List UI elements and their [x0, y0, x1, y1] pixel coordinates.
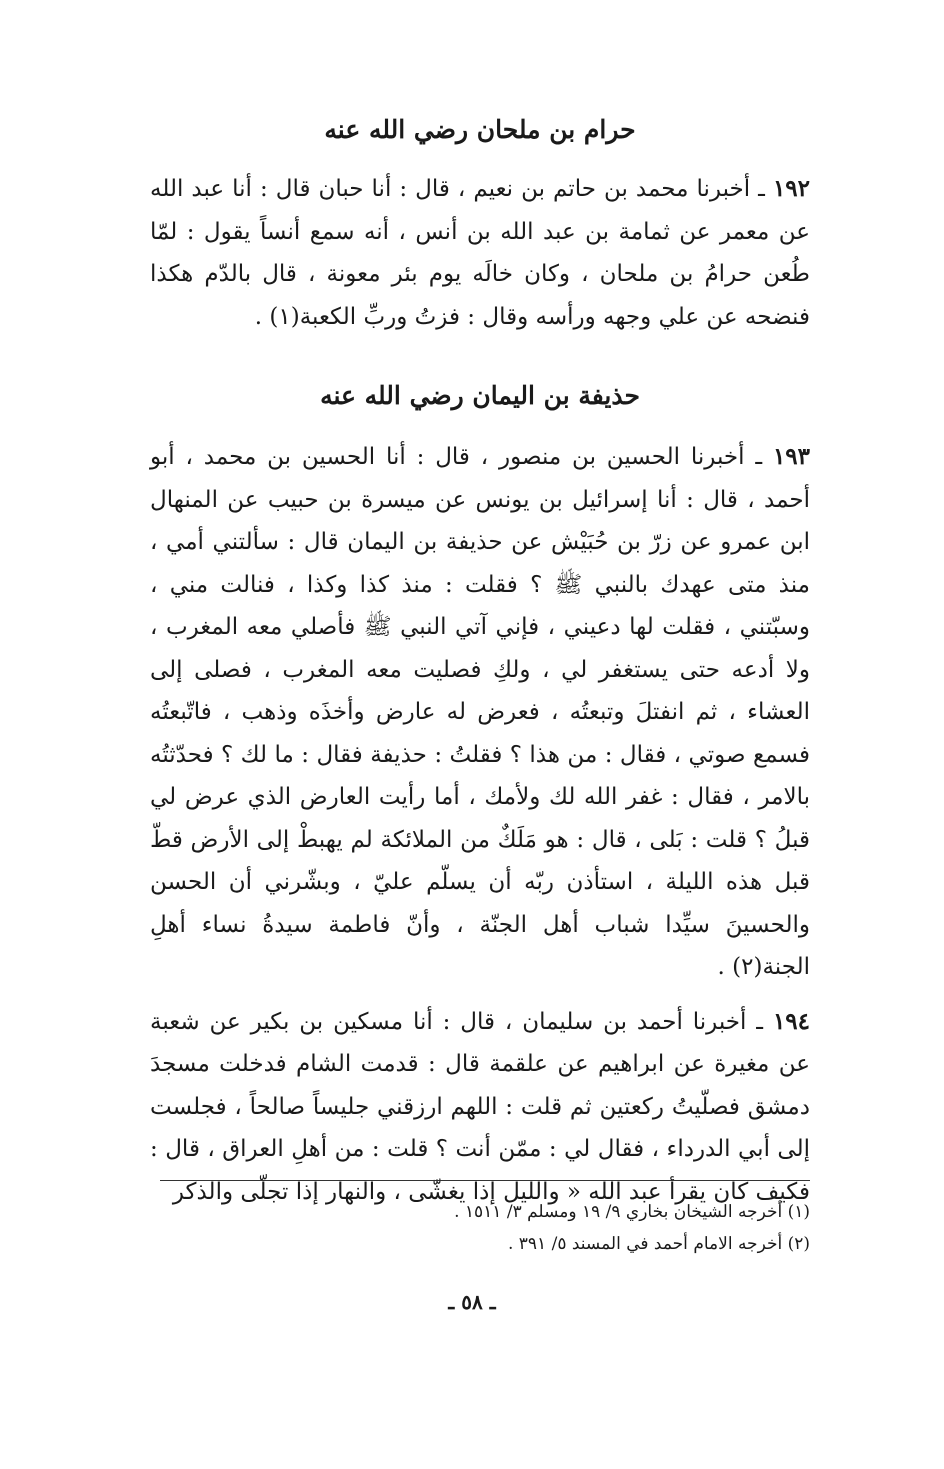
hadith-paragraph: [150, 1001, 810, 1214]
hadith-number: ١٩٢: [772, 175, 810, 202]
hadith-number: ١٩٣: [772, 443, 810, 470]
footnotes: [160, 1196, 810, 1260]
footnote: (٢) أخرجه الامام أحمد في المسند ٥/ ٣٩١ .: [507, 1234, 810, 1254]
section-heading: حرام بن ملحان رضي الله عنه: [324, 115, 636, 144]
section-heading: حذيفة بن اليمان رضي الله عنه: [320, 381, 640, 410]
hadith-number: ١٩٤: [772, 1007, 810, 1035]
page-body: [150, 110, 810, 1213]
hadith-paragraph: [150, 168, 810, 338]
footnote: (١) أخرجه الشيخان بخاري ٩/ ١٩ ومسلم ٣/ ١٥١١ .: [454, 1202, 810, 1222]
hadith-paragraph: [150, 436, 810, 989]
footnote-divider: [160, 1180, 810, 1181]
page-number: ـ ٥٨ ـ: [448, 1290, 496, 1314]
hadith-text: ـ أخبرنا الحسين بن منصور ، قال : أنا الحسين بن محمد ، أبو أحمد ، قال : أنا إسرائيل بن يونس عن ميسرة بن حبيب عن المنهال ابن عمرو عن زرّ بن حُبَيْش عن حذيفة بن اليمان قال : سألتني أمي ، منذ متى عهدك بالنبي ﷺ ؟ فقلت : منذ كذا وكذا ، فنالت مني ، وسبّتني ، فقلت لها دعيني ، فإني آتي النبي ﷺ فأصلي معه المغرب ، ولا أدعه حتى يستغفر لي ، ولكِ فصليت معه المغرب ، فصلى إلى العشاء ، ثم انفتلَ وتبعتُه ، فعرض له عارض وأخذَه وذهب ، فاتّبعتُه فسمع صوتي ، فقال : من هذا ؟ فقلتُ : حذيفة فقال : ما لك ؟ فحدّثتُه بالامر ، فقال : غفر الله لك ولأمك ، أما رأيت العارض الذي عرض لي قبلُ ؟ قلت : بَلى ، قال : هو مَلَكٌ من الملائكة لم يهبطْ إلى الأرض قطّ قبل هذه الليلة ، استأذن ربّه أن يسلّم عليّ ، وبشّرني أن الحسن والحسينَ سيِّدا شباب أهل الجنّة ، وأنّ فاطمة سيدةُ نساء أهلِ الجنة(٢) .: [150, 444, 810, 980]
hadith-text: ـ أخبرنا محمد بن حاتم بن نعيم ، قال : أنا حبان قال : أنا عبد الله عن معمر عن ثمامة بن عبد الله بن أنس ، أنه سمع أنساً يقول : لمّا طُعن حرامُ بن ملحان ، وكان خالَه يوم بئر معونة ، قال بالدّم هكذا فنضحه عن علي وجهه ورأسه وقال : فزتُ وربِّ الكعبة(١) .: [150, 176, 810, 330]
hadith-text: ـ أخبرنا أحمد بن سليمان ، قال : أنا مسكين بن بكير عن شعبة عن مغيرة عن ابراهيم عن علقمة قال : قدمت الشام فدخلت مسجدَ دمشق فصلّيتُ ركعتين ثم قلت : اللهم ارزقني جليساً صالحاً ، فجلست إلى أبي الدرداء ، فقال لي : ممّن أنت ؟ قلت : من أهلِ العراق ، قال : فكيف كان يقرأ عبد الله « والليل إذا يغشّى ، والنهار إذا تجلّى والذكر: [150, 1008, 810, 1205]
